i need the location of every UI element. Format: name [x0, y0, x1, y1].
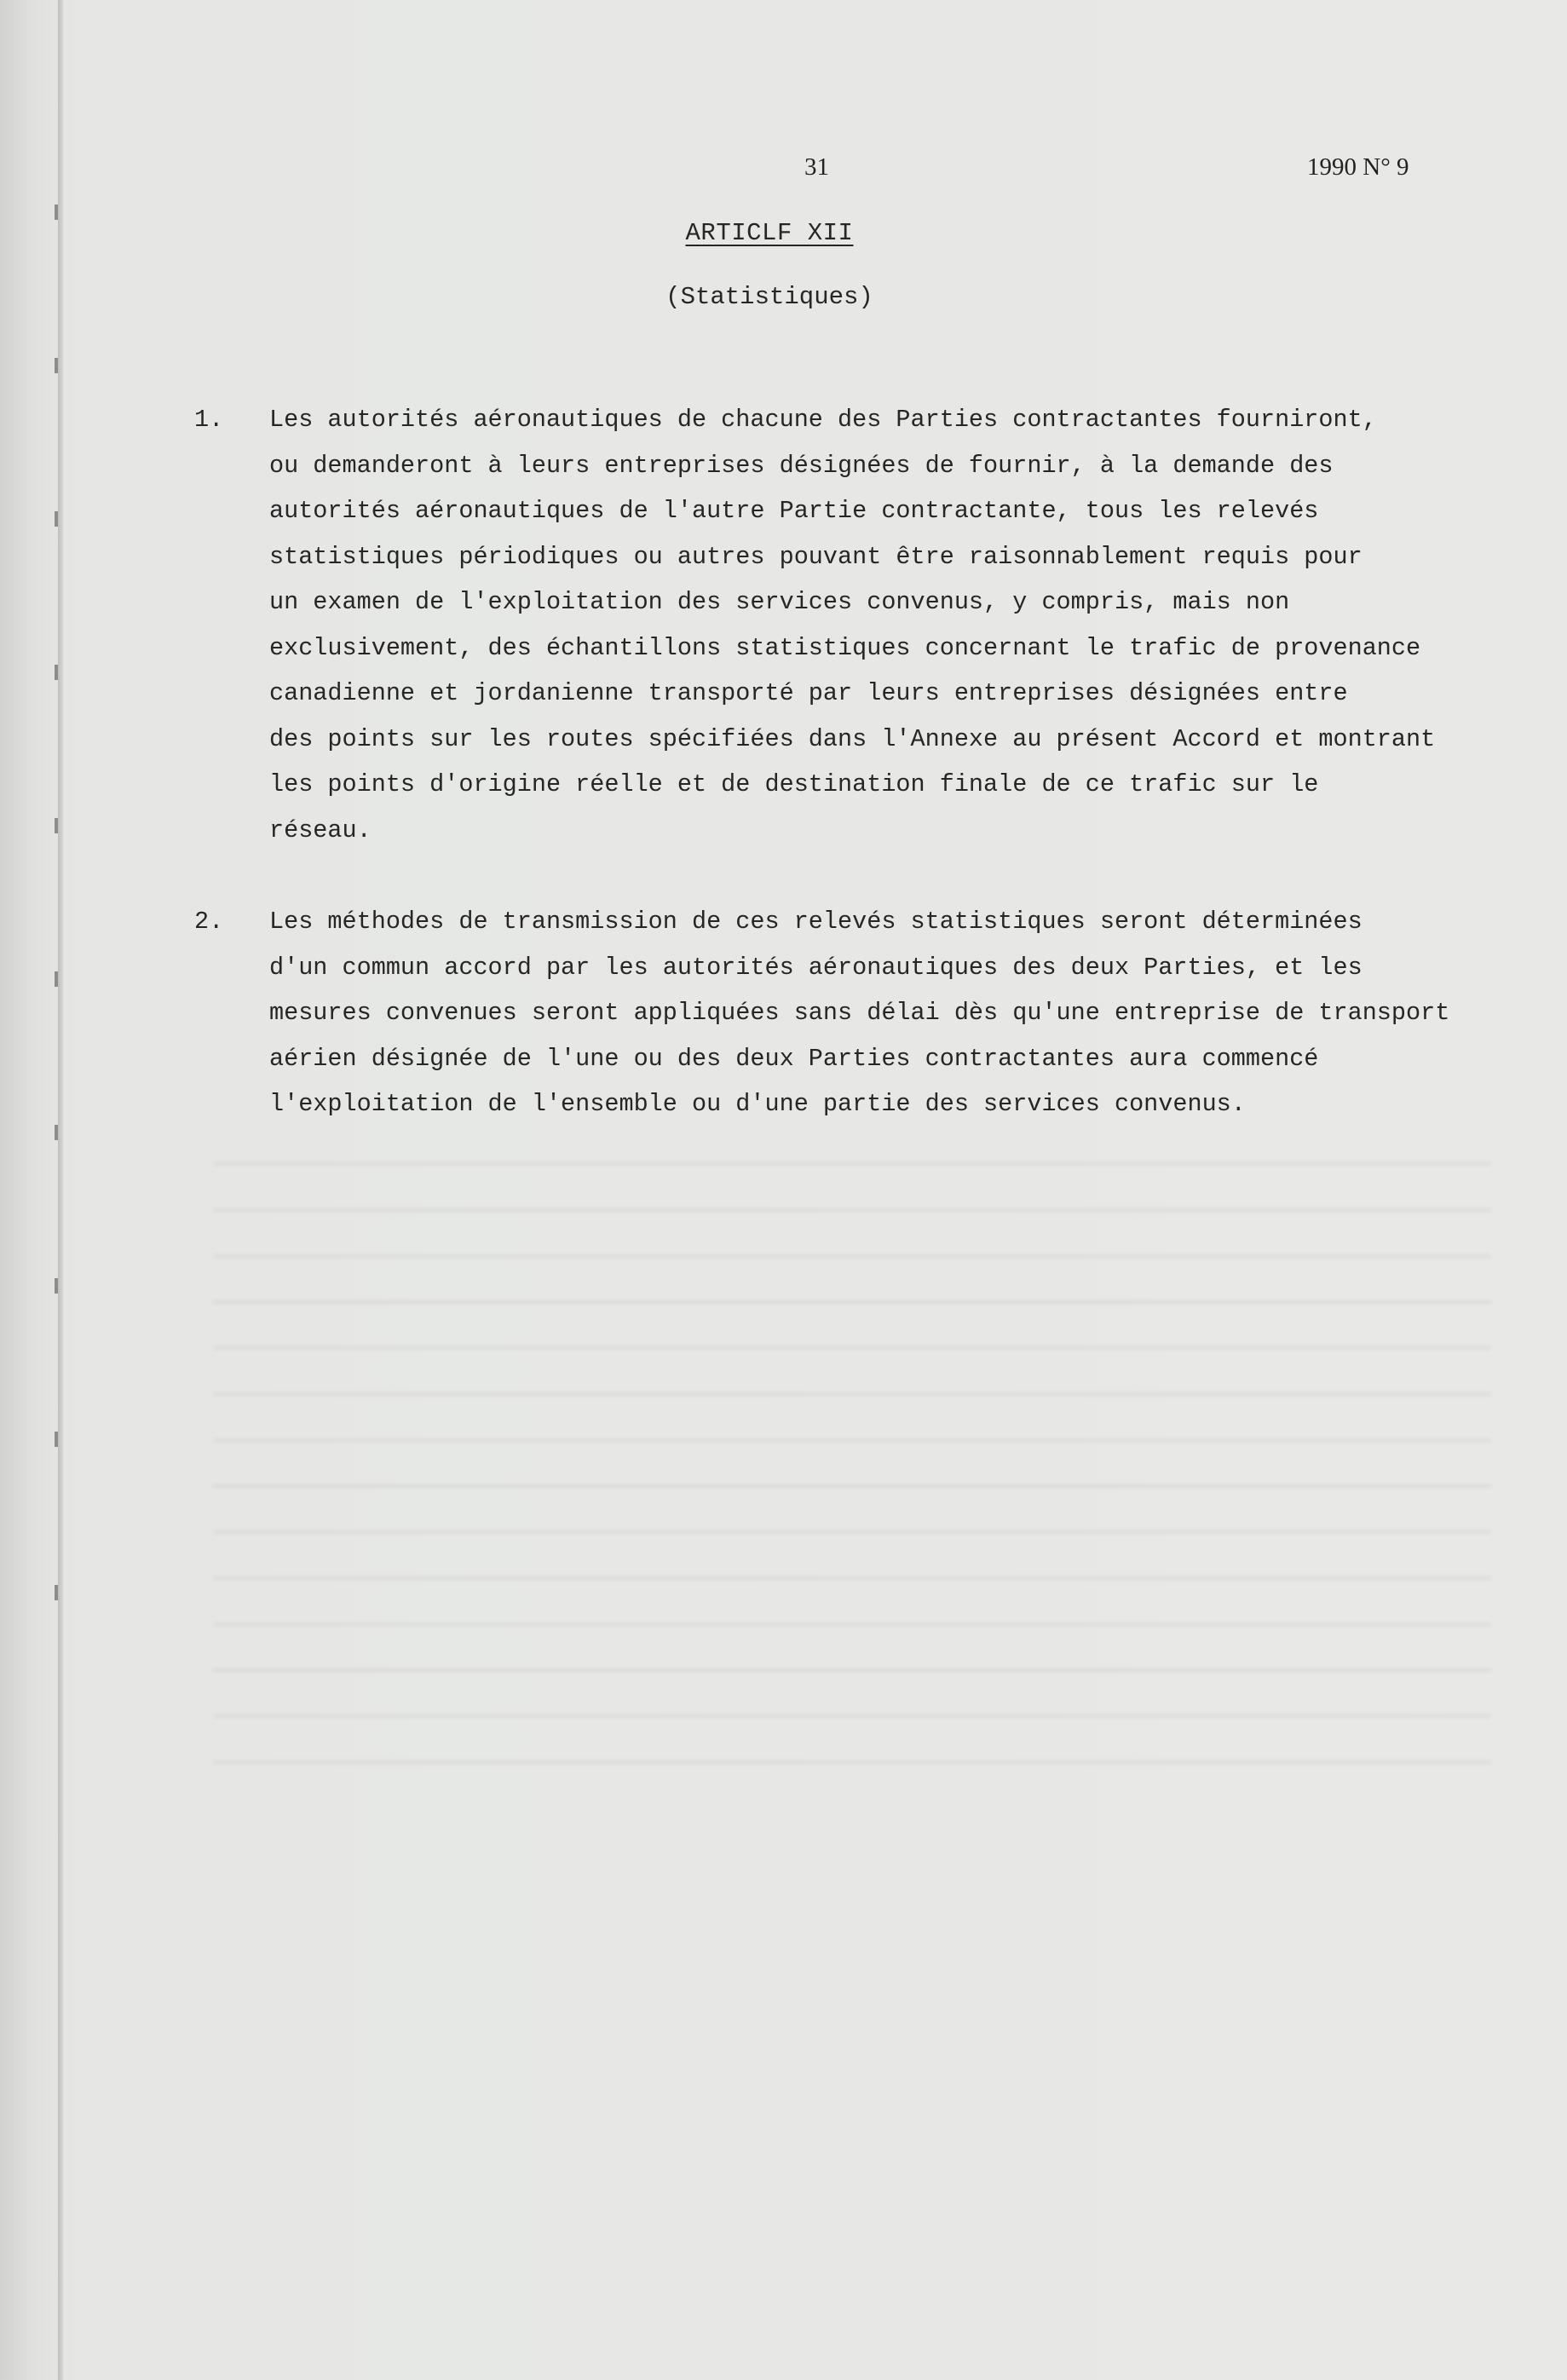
page-header [0, 153, 1567, 187]
binding-mark [55, 205, 58, 220]
binding-mark [55, 1125, 58, 1140]
text-line: mesures convenues seront appliquées sans délai dès qu'une entreprise de transport [269, 999, 1450, 1027]
text-line: Les méthodes de transmission de ces relevés statistiques seront déterminées [269, 908, 1362, 936]
binding-mark [55, 1432, 58, 1447]
text-line: l'exploitation de l'ensemble ou d'une partie des services convenus. [269, 1090, 1246, 1118]
paragraph-text [269, 899, 1530, 1127]
binding-mark [55, 818, 58, 833]
article-subtitle-text: (Statistiques) [665, 283, 873, 311]
text-line: autorités aéronautiques de l'autre Partie contractante, tous les relevés [269, 497, 1319, 525]
text-line: exclusivement, des échantillons statistiques concernant le trafic de provenance [269, 633, 1421, 662]
paragraph-1 [194, 397, 1524, 857]
text-line: un examen de l'exploitation des services convenus, y compris, mais non [269, 588, 1290, 616]
bleed-through-shadow [213, 1133, 1491, 1781]
text-line: les points d'origine réelle et de destination finale de ce trafic sur le [269, 770, 1319, 798]
text-line: Les autorités aéronautiques de chacune des Parties contractantes fourniront, [269, 406, 1377, 434]
document-reference: 1990 N° 9 [1307, 153, 1409, 181]
text-line: réseau. [269, 815, 372, 844]
text-line: canadienne et jordanienne transporté par leurs entreprises désignées entre [269, 679, 1348, 707]
article-title [0, 219, 1567, 247]
binding-mark [55, 358, 58, 373]
page-number: 31 [804, 153, 829, 181]
text-line: d'un commun accord par les autorités aéronautiques des deux Parties, et les [269, 953, 1362, 982]
text-line: des points sur les routes spécifiées dans l'Annexe au présent Accord et montrant [269, 724, 1436, 753]
binding-mark [55, 665, 58, 680]
paragraph-2 [194, 899, 1524, 1138]
article-title-text: ARTICLF XII [685, 219, 854, 247]
paragraph-number: 2. [194, 908, 224, 936]
paragraph-number: 1. [194, 406, 224, 434]
paragraph-text [269, 397, 1530, 853]
article-subtitle [0, 283, 1567, 311]
text-line: aérien désignée de l'une ou des deux Parties contractantes aura commencé [269, 1044, 1319, 1073]
text-line: statistiques périodiques ou autres pouvant être raisonnablement requis pour [269, 542, 1362, 571]
binding-mark [55, 511, 58, 527]
binding-mark [55, 1585, 58, 1600]
binding-mark [55, 1278, 58, 1294]
text-line: ou demanderont à leurs entreprises désignées de fournir, à la demande des [269, 451, 1334, 480]
binding-mark [55, 971, 58, 987]
binding-edge [58, 0, 63, 2380]
